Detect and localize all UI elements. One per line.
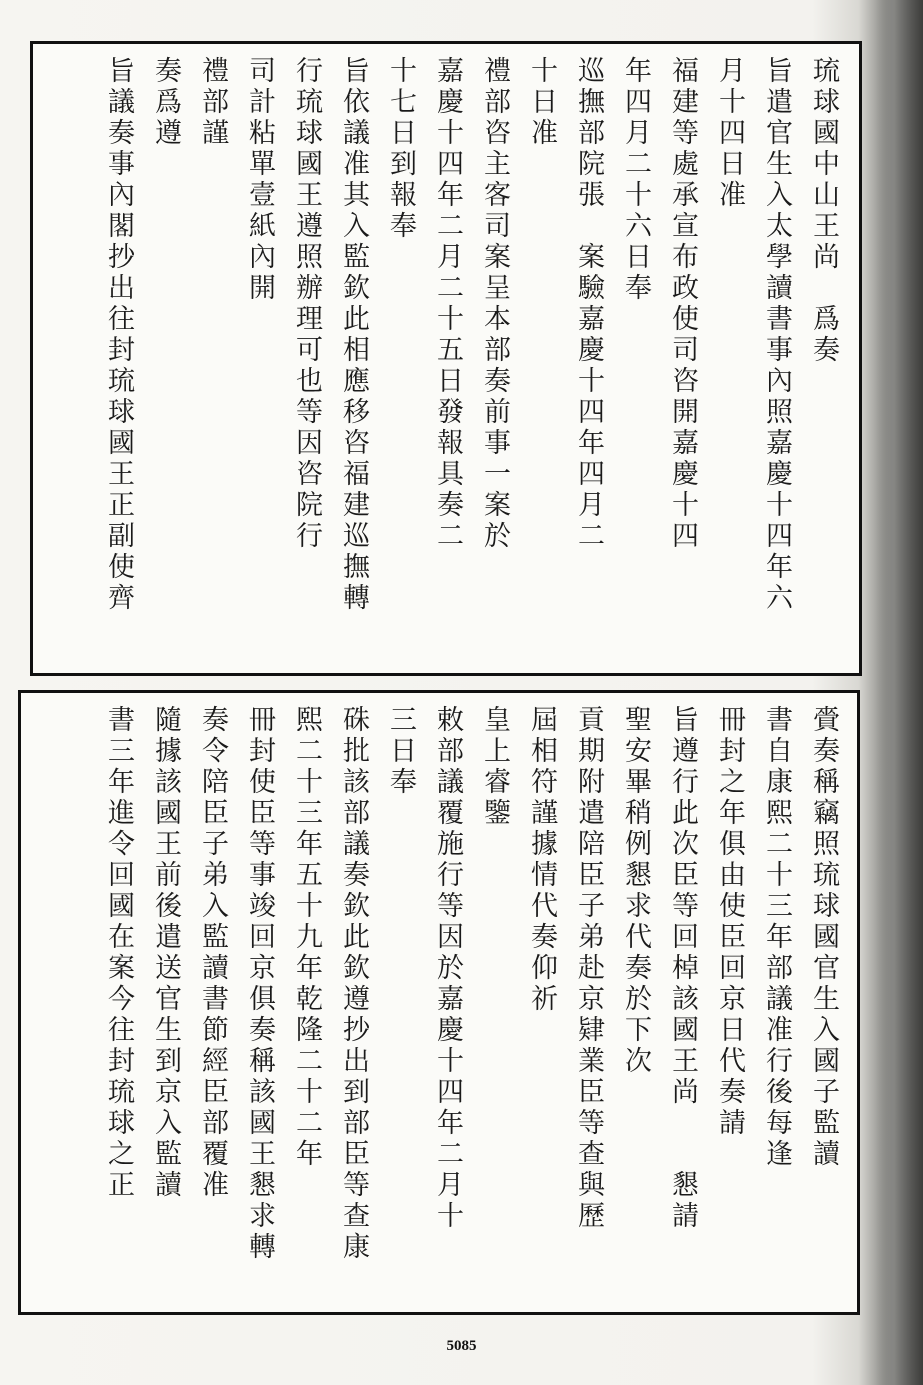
text-column: 硃批該部議奏欽此欽遵抄出到部臣等查康 xyxy=(338,705,369,1263)
text-column: 十日准 xyxy=(526,56,557,149)
upper-document-frame xyxy=(30,41,862,676)
binding-shadow xyxy=(875,0,923,1385)
text-column: 奏爲遵 xyxy=(150,56,181,149)
text-column: 月十四日准 xyxy=(714,56,745,211)
text-column: 禮部謹 xyxy=(197,56,228,149)
text-column: 旨遣官生入太學讀書事內照嘉慶十四年六 xyxy=(761,56,792,614)
text-column: 琉球國中山王尚 爲奏 xyxy=(808,56,839,366)
text-column: 巡撫部院張 案驗嘉慶十四年四月二 xyxy=(573,56,604,552)
text-column: 聖安畢稍例懇求代奏於下次 xyxy=(620,705,651,1077)
page-number: 5085 xyxy=(446,1338,477,1354)
text-column: 年四月二十六日奉 xyxy=(620,56,651,304)
text-column: 嘉慶十四年二月二十五日發報具奏二 xyxy=(432,56,463,552)
lower-document-frame xyxy=(18,690,860,1315)
text-column: 書自康熙二十三年部議准行後每逢 xyxy=(761,705,792,1170)
text-column: 敕部議覆施行等因於嘉慶十四年二月十 xyxy=(432,705,463,1232)
text-column: 熙二十三年五十九年乾隆二十二年 xyxy=(291,705,322,1170)
text-column: 隨據該國王前後遣送官生到京入監讀 xyxy=(150,705,181,1201)
text-column: 旨遵行此次臣等回棹該國王尚 懇請 xyxy=(667,705,698,1232)
text-column: 行琉球國王遵照辦理可也等因咨院行 xyxy=(291,56,322,552)
text-column: 賫奏稱竊照琉球國官生入國子監讀 xyxy=(808,705,839,1170)
text-column: 三日奉 xyxy=(385,705,416,798)
text-column: 旨議奏事內閣抄出往封琉球國王正副使齊 xyxy=(103,56,134,614)
text-column: 皇上睿鑒 xyxy=(479,705,510,829)
text-column: 十七日到報奉 xyxy=(385,56,416,242)
text-column: 冊封使臣等事竣回京俱奏稱該國王懇求轉 xyxy=(244,705,275,1263)
text-column: 旨依議准其入監欽此相應移咨福建巡撫轉 xyxy=(338,56,369,614)
text-column: 奏令陪臣子弟入監讀書節經臣部覆准 xyxy=(197,705,228,1201)
text-column: 貢期附遣陪臣子弟赴京肄業臣等查與歷 xyxy=(573,705,604,1232)
text-column: 冊封之年俱由使臣回京日代奏請 xyxy=(714,705,745,1139)
text-column: 福建等處承宣布政使司咨開嘉慶十四 xyxy=(667,56,698,552)
text-column: 禮部咨主客司案呈本部奏前事一案於 xyxy=(479,56,510,552)
text-column: 屆相符謹據情代奏仰祈 xyxy=(526,705,557,1015)
text-column: 司計粘單壹紙內開 xyxy=(244,56,275,304)
text-column: 書三年進令回國在案今往封琉球之正 xyxy=(103,705,134,1201)
